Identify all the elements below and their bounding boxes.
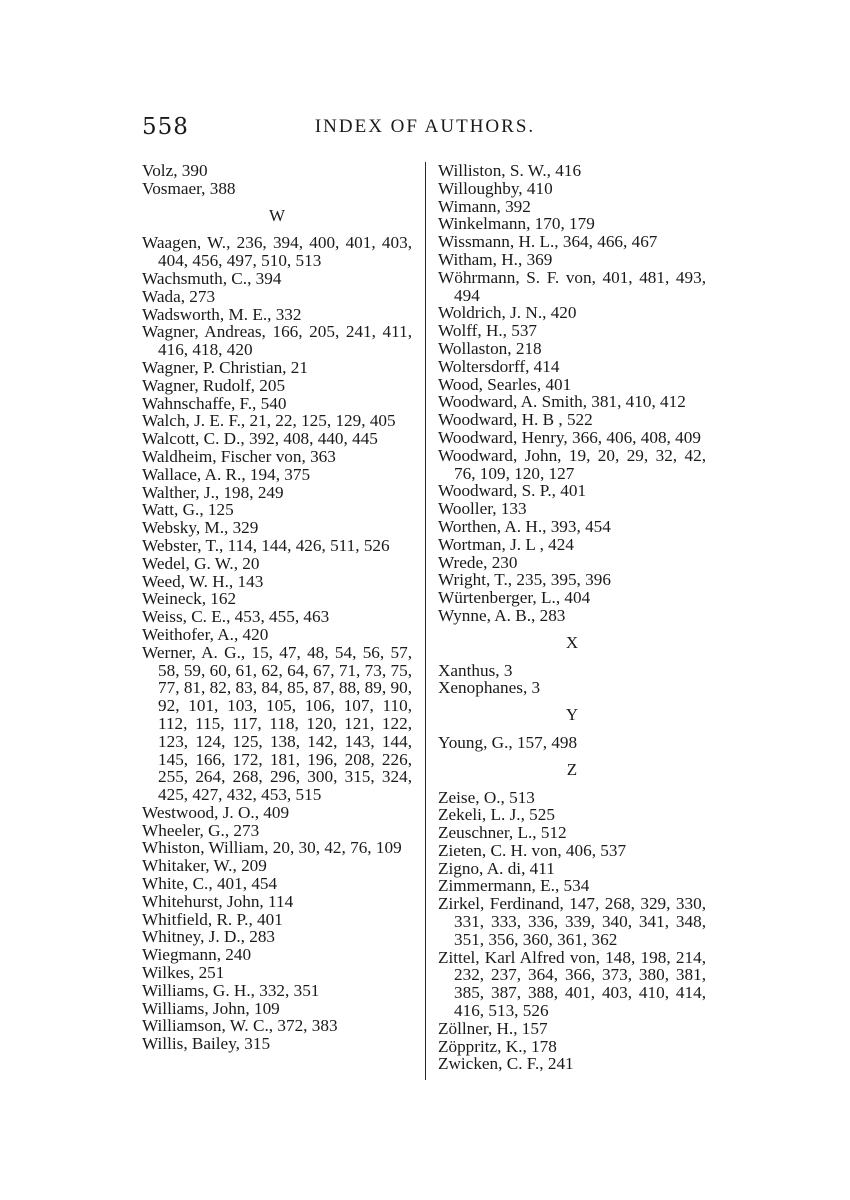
page-title: INDEX OF AUTHORS.: [314, 116, 536, 137]
index-entry: Würtenberger, L., 404: [438, 588, 591, 608]
index-entry: Wimann, 392: [438, 196, 531, 216]
index-column-right: [438, 162, 706, 1073]
index-entry: Whitney, J. D., 283: [142, 927, 276, 947]
index-entry: Willoughby, 410: [438, 178, 553, 198]
index-entry: Wagner, Andreas, 166, 205, 241, 411, 416, 418, 420: [142, 322, 412, 360]
index-entry: Whitaker, W., 209: [142, 856, 267, 876]
index-entry: Zeise, O., 513: [438, 787, 535, 807]
index-entry: Williams, John, 109: [142, 998, 280, 1018]
section-letter: Z: [566, 759, 578, 779]
index-entry: Witham, H., 369: [438, 249, 553, 269]
index-entry: Zirkel, Ferdinand, 147, 268, 329, 330, 331, 333, 336, 339, 340, 341, 348, 351, 356, 360, 361, 362: [438, 894, 706, 949]
index-entry: Woodward, John, 19, 20, 29, 32, 42, 76, 109, 120, 127: [438, 445, 706, 483]
index-entry: Webster, T., 114, 144, 426, 511, 526: [142, 535, 390, 555]
index-entry: Zeuschner, L., 512: [438, 823, 567, 843]
index-entry: Woltersdorff, 414: [438, 356, 560, 376]
index-entry: Weithofer, A., 420: [142, 624, 269, 644]
page-number: 558: [142, 114, 189, 140]
index-entry: Woodward, Henry, 366, 406, 408, 409: [438, 427, 701, 447]
index-entry: Wöhrmann, S. F. von, 401, 481, 493, 494: [438, 267, 706, 305]
index-entry: Wagner, Rudolf, 205: [142, 375, 286, 395]
index-entry: Winkelmann, 170, 179: [438, 214, 595, 234]
index-entry: Weed, W. H., 143: [142, 571, 264, 591]
index-entry: Wedel, G. W., 20: [142, 553, 260, 573]
index-entry: Wallace, A. R., 194, 375: [142, 464, 311, 484]
index-entry: Wooller, 133: [438, 499, 527, 519]
index-entry: Walther, J., 198, 249: [142, 482, 284, 502]
index-entry: Wheeler, G., 273: [142, 820, 260, 840]
index-entry: Zittel, Karl Alfred von, 148, 198, 214, 232, 237, 364, 366, 373, 380, 381, 385, 387, 388, 401, 403, 410, 414, 416, 513, 526: [438, 947, 706, 1021]
index-entry: Worthen, A. H., 393, 454: [438, 516, 611, 536]
index-entry: Zekeli, L. J., 525: [438, 805, 555, 825]
index-entry: Weineck, 162: [142, 589, 237, 609]
index-entry: Westwood, J. O., 409: [142, 802, 290, 822]
index-entry: Williamson, W. C., 372, 383: [142, 1016, 338, 1036]
index-entry: Wortman, J. L , 424: [438, 534, 574, 554]
index-entry: Zöllner, H., 157: [438, 1018, 548, 1038]
index-entry: Zöppritz, K., 178: [438, 1036, 557, 1056]
index-entry: Wagner, P. Christian, 21: [142, 357, 308, 377]
index-entry: Waagen, W., 236, 394, 400, 401, 403, 404, 456, 497, 510, 513: [142, 233, 412, 271]
index-entry: Zimmermann, E., 534: [438, 876, 590, 896]
index-entry: Wilkes, 251: [142, 963, 225, 983]
index-entry: Whitfield, R. P., 401: [142, 909, 283, 929]
index-entry: Wiegmann, 240: [142, 945, 252, 965]
index-entry: Whiston, William, 20, 30, 42, 76, 109: [142, 838, 402, 858]
index-entry: Willis, Bailey, 315: [142, 1034, 271, 1054]
index-entry: Watt, G., 125: [142, 500, 234, 520]
section-letter: Y: [565, 705, 579, 725]
index-entry: Wright, T., 235, 395, 396: [438, 570, 611, 590]
index-entry: Wrede, 230: [438, 552, 518, 572]
index-entry: Wolff, H., 537: [438, 321, 538, 341]
index-entry: Werner, A. G., 15, 47, 48, 54, 56, 57, 58, 59, 60, 61, 62, 64, 67, 71, 73, 75, 77, 81, 82, 83, 84, 85, 87, 88, 89, 90, 92, 101, 103, 105, 106, 107, 110, 112, 115, 117, 118, 120, 121, 122, 123, 124, 125, 138, 142, 143, 144, 145, 166, 172, 181, 196, 208, 226, 255, 264, 268, 296, 300, 315, 324, 425, 427, 432, 453, 515: [142, 642, 412, 805]
index-entry: Williston, S. W., 416: [438, 161, 582, 180]
index-entry: Waldheim, Fischer von, 363: [142, 446, 336, 466]
index-entry: White, C., 401, 454: [142, 874, 278, 894]
section-letter: W: [268, 205, 286, 225]
index-entry: Wachsmuth, C., 394: [142, 268, 282, 288]
index-entry: Weiss, C. E., 453, 455, 463: [142, 607, 330, 627]
index-entry: Walcott, C. D., 392, 408, 440, 445: [142, 429, 378, 449]
index-entry: Zwicken, C. F., 241: [438, 1054, 574, 1074]
column-divider: [425, 162, 426, 1080]
index-entry: Woodward, H. B , 522: [438, 410, 593, 430]
index-entry: Xanthus, 3: [438, 660, 513, 680]
index-entry: Xenophanes, 3: [438, 678, 541, 698]
index-column-left: [142, 162, 412, 1053]
index-entry: Wollaston, 218: [438, 338, 542, 358]
index-entry: Wissmann, H. L., 364, 466, 467: [438, 232, 658, 252]
index-entry: Wahnschaffe, F., 540: [142, 393, 287, 413]
index-entry: Wada, 273: [142, 286, 216, 306]
index-entry: Wood, Searles, 401: [438, 374, 572, 394]
index-entry: Wynne, A. B., 283: [438, 605, 566, 625]
index-entry: Woldrich, J. N., 420: [438, 303, 577, 323]
index-entry: Zigno, A. di, 411: [438, 858, 555, 878]
index-entry: Wadsworth, M. E., 332: [142, 304, 302, 324]
index-entry: Woodward, S. P., 401: [438, 481, 587, 501]
section-letter: X: [565, 632, 579, 652]
index-entry: Young, G., 157, 498: [438, 732, 578, 752]
index-entry: Volz, 390: [142, 161, 208, 180]
index-entry: Walch, J. E. F., 21, 22, 125, 129, 405: [142, 411, 396, 431]
index-entry: Woodward, A. Smith, 381, 410, 412: [438, 392, 686, 412]
index-entry: Whitehurst, John, 114: [142, 891, 294, 911]
index-entry: Websky, M., 329: [142, 518, 259, 538]
index-entry: Zieten, C. H. von, 406, 537: [438, 840, 627, 860]
index-entry: Vosmaer, 388: [142, 178, 236, 198]
index-entry: Williams, G. H., 332, 351: [142, 980, 320, 1000]
